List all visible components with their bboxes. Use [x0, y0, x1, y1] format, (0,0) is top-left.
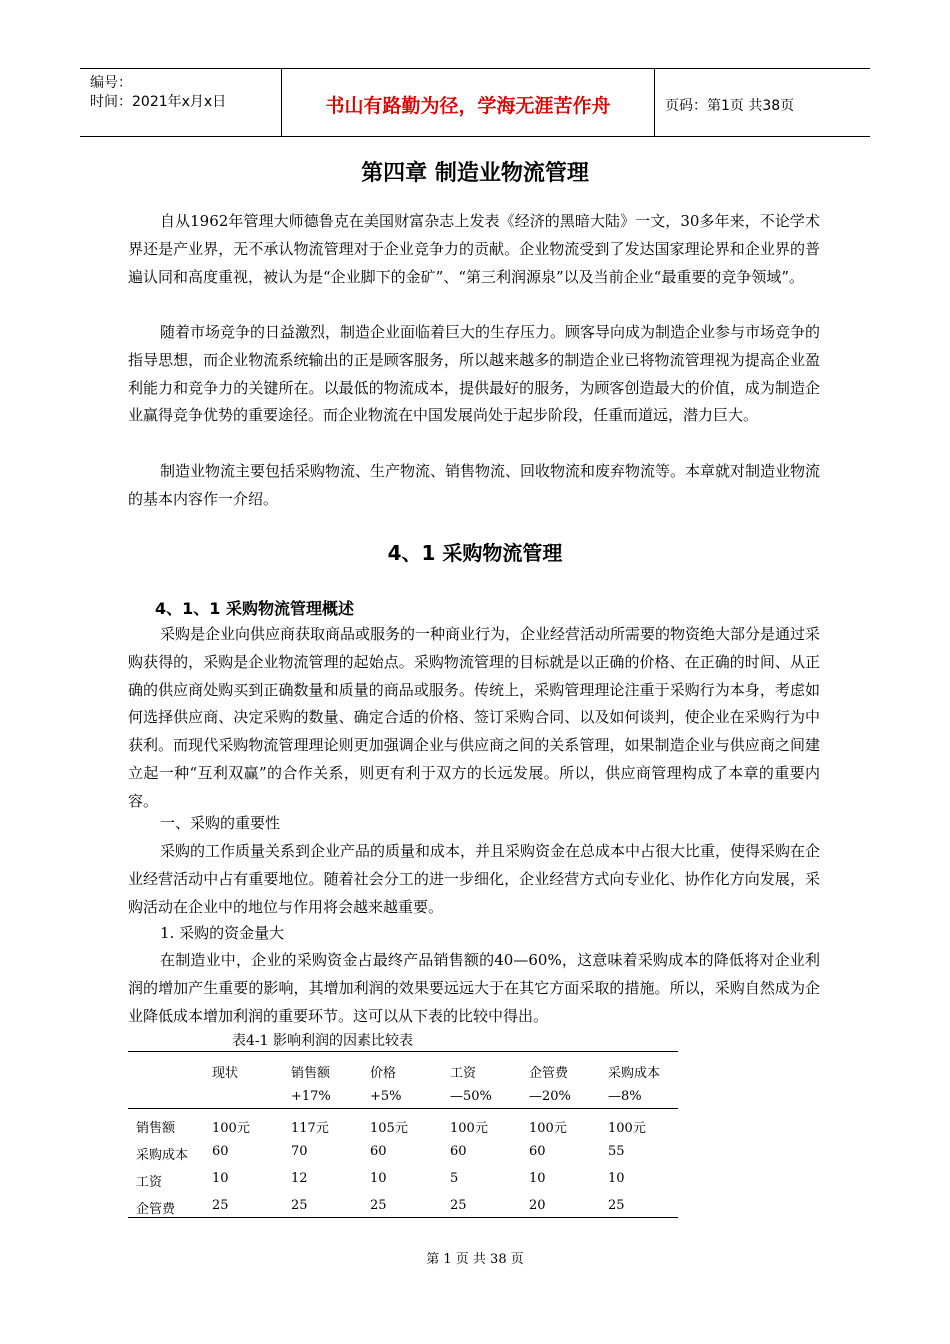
table-cell: 70	[291, 1144, 308, 1159]
page-footer: 第 1 页 共 38 页	[426, 1252, 524, 1267]
table-cell: 10	[608, 1171, 625, 1186]
table-header-rule	[128, 1108, 678, 1109]
table-cell: 105元	[370, 1121, 408, 1136]
page-header	[80, 68, 870, 137]
table-cell: 25	[370, 1198, 387, 1213]
table-cell: 10	[529, 1171, 546, 1186]
table-header-cell: +17%	[291, 1089, 331, 1104]
intro-paragraph-3: 制造业物流主要包括采购物流、生产物流、销售物流、回收物流和废弃物流等。本章就对制造业物流的基本内容作一介绍。	[128, 462, 821, 508]
table-cell: 100元	[608, 1121, 646, 1136]
table-cell: 25	[291, 1198, 308, 1213]
date-label: 时间：2021年x月x日	[90, 94, 227, 110]
table-cell: 55	[608, 1144, 625, 1159]
table-cell: 60	[212, 1144, 229, 1159]
table-cell: 12	[291, 1171, 308, 1186]
chapter-title: 第四章 制造业物流管理	[361, 161, 589, 186]
table-cell: 25	[608, 1198, 625, 1213]
header-motto-cell	[282, 69, 655, 136]
body-paragraph-1: 采购是企业向供应商获取商品或服务的一种商业行为，企业经营活动所需要的物资绝大部分是通过采购获得的，采购是企业物流管理的起始点。采购物流管理的目标就是以正确的价格、在正确的时间、从正确的供应商处购买到正确数量和质量的商品或服务。传统上，采购管理理论注重于采购行为本身，考虑如何选择供应商、决定采购的数量、确定合适的价格、签订采购合同、以及如何谈判，使企业在采购行为中获利。而现代采购物流管理理论则更加强调企业与供应商之间的关系管理，如果制造企业与供应商之间建立起一种“互利双赢”的合作关系，则更有利于双方的长远发展。所以，供应商管理构成了本章的重要内容。	[128, 625, 821, 810]
table-cell: 60	[529, 1144, 546, 1159]
header-page-info: 页码：第1页 共38页	[665, 98, 795, 114]
header-meta-cell	[80, 69, 282, 136]
body-heading-importance: 一、采购的重要性	[160, 814, 281, 832]
table-cell: 10	[370, 1171, 387, 1186]
table-row-label: 采购成本	[136, 1148, 189, 1163]
table-row-label: 工资	[136, 1175, 163, 1190]
table-cell: 25	[450, 1198, 467, 1213]
table-cell: 60	[370, 1144, 387, 1159]
table-bottom-rule	[128, 1217, 678, 1218]
table-header-cell: 销售额	[291, 1066, 331, 1081]
table-cell: 117元	[291, 1121, 329, 1136]
table-header-cell: 价格	[370, 1066, 397, 1081]
table-header-cell: +5%	[370, 1089, 402, 1104]
table-header-cell: —50%	[450, 1089, 492, 1104]
table-cell: 25	[212, 1198, 229, 1213]
intro-paragraph-2: 随着市场竞争的日益激烈，制造企业面临着巨大的生存压力。顾客导向成为制造企业参与市场竞争的指导思想，而企业物流系统输出的正是顾客服务，所以越来越多的制造企业已将物流管理视为提高企业盈利能力和竞争力的关键所在。以最低的物流成本，提供最好的服务，为顾客创造最大的价值，成为制造企业赢得竞争优势的重要途径。而企业物流在中国发展尚处于起步阶段，任重而道远，潜力巨大。	[128, 323, 821, 425]
table-top-rule	[128, 1051, 678, 1052]
header-motto: 书山有路勤为径，学海无涯苦作舟	[325, 95, 611, 117]
intro-paragraph-1: 自从1962年管理大师德鲁克在美国财富杂志上发表《经济的黑暗大陆》一文，30多年来，不论学术界还是产业界，无不承认物流管理对于企业竞争力的贡献。企业物流受到了发达国家理论界和企业界的普遍认同和高度重视，被认为是“企业脚下的金矿”、“第三利润源泉”以及当前企业“最重要的竞争领域”。	[128, 212, 820, 286]
table-row-label: 销售额	[136, 1121, 176, 1136]
table-cell: 100元	[450, 1121, 488, 1136]
table-cell: 5	[450, 1171, 459, 1186]
body-heading-capital: 1. 采购的资金量大	[160, 924, 285, 942]
table-cell: 10	[212, 1171, 229, 1186]
subsection-title: 4、1、1 采购物流管理概述	[155, 599, 354, 618]
table-cell: 60	[450, 1144, 467, 1159]
table-header-cell: —8%	[608, 1089, 642, 1104]
table-cell: 100元	[212, 1121, 250, 1136]
code-label: 编号：	[90, 75, 132, 91]
section-title: 4、1 采购物流管理	[387, 541, 563, 565]
table-cell: 20	[529, 1198, 546, 1213]
header-page-cell	[655, 69, 870, 136]
table-cell: 100元	[529, 1121, 567, 1136]
table-caption: 表4-1 影响利润的因素比较表	[232, 1033, 413, 1049]
table-row-label: 企管费	[136, 1202, 176, 1217]
table-header-cell: 工资	[450, 1066, 477, 1081]
body-paragraph-2: 采购的工作质量关系到企业产品的质量和成本，并且采购资金在总成本中占很大比重，使得采购在企业经营活动中占有重要地位。随着社会分工的进一步细化，企业经营方式向专业化、协作化方向发展，采购活动在企业中的地位与作用将会越来越重要。	[128, 842, 821, 916]
table-header-cell: 现状	[212, 1066, 239, 1081]
body-paragraph-3: 在制造业中，企业的采购资金占最终产品销售额的40—60%，这意味着采购成本的降低将对企业利润的增加产生重要的影响，其增加利润的效果要远远大于在其它方面采取的措施。所以，采购自然成为企业降低成本增加利润的重要环节。这可以从下表的比较中得出。	[128, 951, 820, 1025]
table-header-cell: 采购成本	[608, 1066, 661, 1081]
table-header-cell: 企管费	[529, 1066, 569, 1081]
table-header-cell: —20%	[529, 1089, 571, 1104]
